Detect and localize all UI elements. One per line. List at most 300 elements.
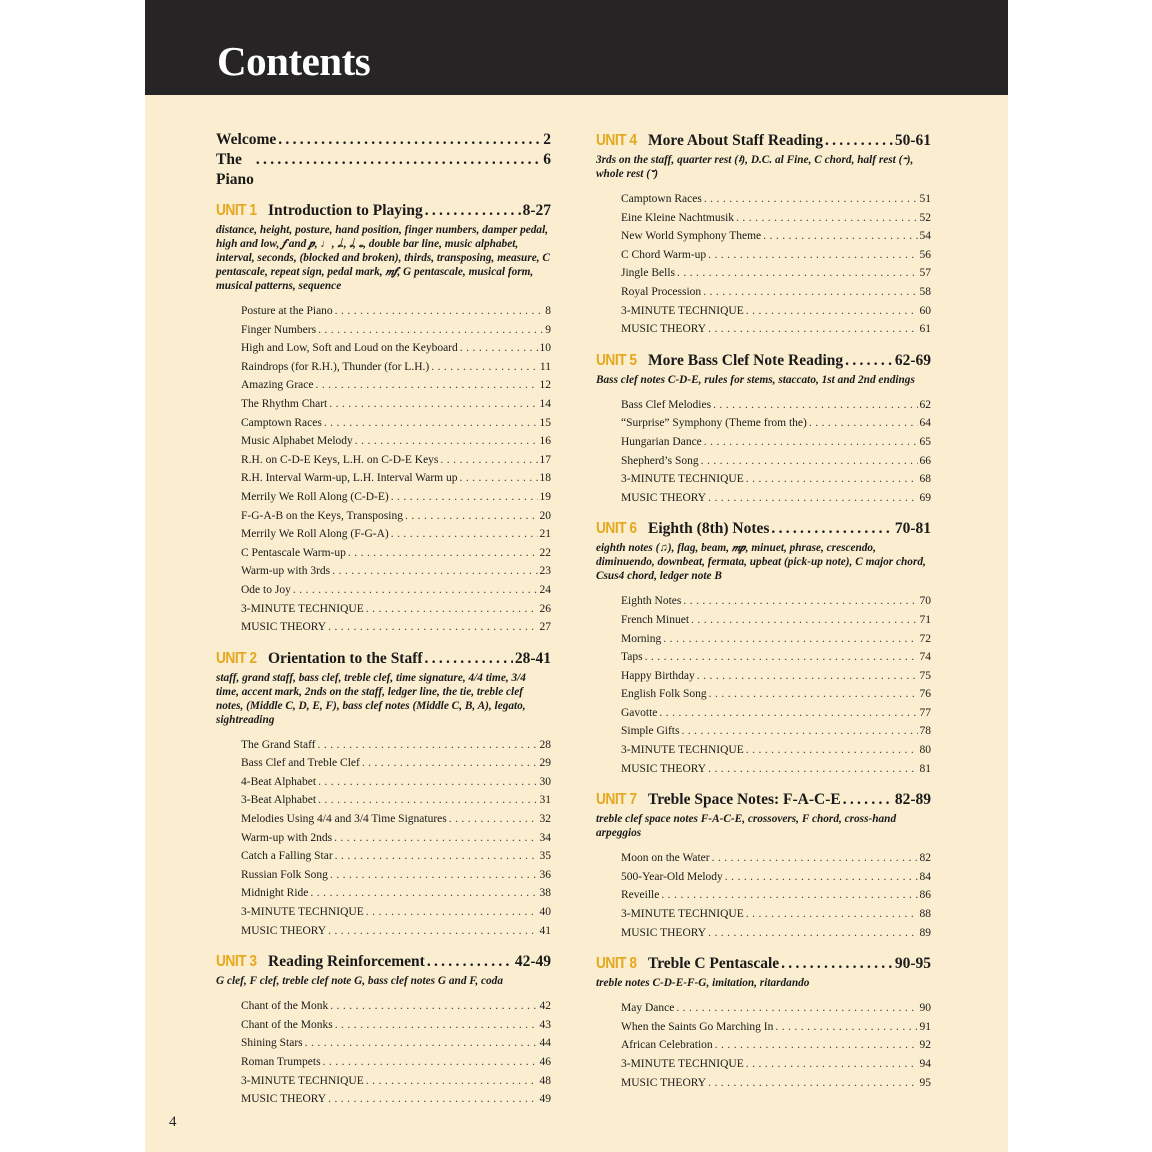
item-label: Warm-up with 3rds	[241, 565, 331, 578]
dot-leader	[355, 432, 538, 451]
item-page: 94	[919, 1058, 931, 1070]
item-page: 48	[539, 1074, 551, 1087]
toc-item	[621, 264, 931, 283]
item-page: 28	[539, 738, 551, 751]
item-label: C Pentascale Warm-up	[241, 546, 346, 559]
unit-item-list	[241, 736, 551, 941]
item-page: 90	[919, 1002, 931, 1015]
toc-entry-the-piano	[216, 150, 551, 190]
item-label: Camptown Races	[241, 416, 322, 429]
toc-item	[241, 581, 551, 600]
item-page: 54	[919, 230, 931, 243]
dot-leader	[704, 433, 918, 452]
entry-pages: 6	[543, 151, 551, 168]
item-page: 81	[919, 762, 931, 775]
unit-title: Reading Reinforcement	[268, 953, 425, 971]
item-label: MUSIC THEORY	[621, 762, 707, 775]
item-label: 3-MINUTE TECHNIQUE	[241, 906, 364, 919]
item-page: 26	[539, 602, 551, 615]
item-page: 64	[919, 417, 931, 430]
item-page: 8	[545, 305, 551, 317]
item-page: 9	[545, 323, 551, 336]
dot-leader	[335, 1016, 538, 1035]
toc-item	[241, 302, 551, 321]
page-title: Contents	[217, 38, 371, 84]
item-page: 36	[539, 868, 551, 881]
dot-leader	[391, 488, 538, 507]
unit-item-list	[241, 997, 551, 1109]
item-page: 49	[539, 1093, 551, 1106]
toc-item	[621, 924, 931, 943]
item-label: 3-Beat Alphabet	[241, 794, 317, 807]
dot-leader	[771, 518, 892, 540]
item-page: 24	[539, 583, 551, 596]
dot-leader	[681, 722, 917, 741]
item-label: MUSIC THEORY	[621, 926, 707, 939]
dot-leader	[659, 704, 917, 723]
item-label: Bass Clef Melodies	[621, 398, 712, 411]
item-label: Catch a Falling Star	[241, 850, 333, 863]
item-label: Shining Stars	[241, 1037, 303, 1050]
item-label: MUSIC THEORY	[241, 1093, 327, 1106]
unit-number: UNIT 5	[596, 351, 637, 369]
toc-item	[241, 1072, 551, 1091]
unit-heading	[596, 518, 931, 540]
dot-leader	[845, 350, 893, 372]
page-number: 4	[169, 1114, 177, 1130]
unit-item-list	[621, 190, 931, 339]
dot-leader	[324, 414, 538, 433]
item-page: 91	[919, 1020, 931, 1033]
toc-item	[241, 997, 551, 1016]
dot-leader	[676, 999, 917, 1018]
toc-item	[621, 704, 931, 723]
item-label: French Minuet	[621, 613, 690, 626]
item-label: Chant of the Monk	[241, 1000, 329, 1013]
dot-leader	[704, 190, 918, 209]
toc-item	[241, 810, 551, 829]
toc-item	[621, 999, 931, 1018]
item-label: Merrily We Roll Along (C-D-E)	[241, 490, 389, 503]
item-page: 89	[919, 926, 931, 939]
dot-leader	[391, 525, 538, 544]
item-label: English Folk Song	[621, 688, 707, 701]
toc-item	[621, 667, 931, 686]
unit-title: More About Staff Reading	[648, 132, 823, 149]
dot-leader	[431, 358, 538, 377]
dot-leader	[709, 685, 918, 704]
item-label: C Chord Warm-up	[621, 248, 707, 261]
unit-description: 3rds on the staff, quarter rest (𝄽), D.C. al Fine, C chord, half rest (𝄼), whole rest (𝄻)	[596, 154, 914, 180]
item-page: 65	[919, 435, 931, 448]
unit-heading	[216, 648, 551, 670]
item-label: R.H. Interval Warm-up, L.H. Interval Warm up	[241, 472, 458, 485]
dot-leader	[781, 953, 893, 975]
item-label: Taps	[621, 651, 643, 664]
item-label: 3-MINUTE TECHNIQUE	[241, 1074, 364, 1087]
item-page: 21	[539, 528, 551, 541]
item-page: 82	[919, 852, 931, 865]
unit-section	[596, 953, 931, 1092]
unit-description: treble notes C-D-E-F-G, imitation, ritardando	[596, 977, 810, 990]
dot-leader	[315, 376, 537, 395]
dot-leader	[328, 922, 537, 941]
toc-item	[241, 829, 551, 848]
item-page: 74	[919, 651, 931, 664]
toc-item	[241, 1016, 551, 1035]
item-page: 16	[539, 435, 551, 448]
dot-leader	[701, 452, 918, 471]
item-page: 20	[539, 509, 551, 522]
dot-leader	[713, 396, 917, 415]
item-label: Music Alphabet Melody	[241, 435, 353, 448]
dot-leader	[736, 209, 917, 228]
item-page: 88	[919, 908, 931, 921]
unit-description: Bass clef notes C-D-E, rules for stems, staccato, 1st and 2nd endings	[596, 373, 915, 386]
toc-item	[621, 246, 931, 265]
unit-section	[596, 789, 931, 942]
item-label: Raindrops (for R.H.), Thunder (for L.H.)	[241, 360, 430, 373]
unit-heading	[216, 951, 551, 973]
dot-leader	[708, 489, 917, 508]
toc-item	[621, 592, 931, 611]
dot-leader	[809, 414, 918, 433]
item-label: Midnight Ride	[241, 887, 309, 900]
item-page: 71	[919, 613, 931, 626]
item-label: Bass Clef and Treble Clef	[241, 757, 360, 770]
dot-leader	[661, 886, 917, 905]
dot-leader	[335, 302, 544, 321]
unit-title: More Bass Clef Note Reading	[648, 351, 844, 369]
toc-item	[241, 469, 551, 488]
item-page: 46	[539, 1056, 551, 1068]
item-label: May Dance	[621, 1002, 675, 1015]
unit-description: treble clef space notes F-A-C-E, crossovers, F chord, cross-hand arpeggios	[596, 813, 897, 840]
dot-leader	[330, 997, 537, 1016]
item-page: 52	[919, 211, 931, 224]
toc-item	[241, 414, 551, 433]
toc-item	[241, 884, 551, 903]
dot-leader	[708, 320, 917, 339]
item-page: 32	[539, 813, 551, 826]
item-page: 75	[919, 669, 931, 682]
item-label: R.H. on C-D-E Keys, L.H. on C-D-E Keys	[241, 453, 439, 466]
item-page: 17	[539, 453, 551, 466]
unit-description: distance, height, posture, hand position, finger numbers, damper pedal, high and low, 𝆑 and 𝆏, ♩, 𝅗𝅥., 𝅗𝅥, 𝅝, double bar line, music alphabet, interval, seconds, (blocked and broken), thirds, transposing, measure, C pentascale, repeat sign, pedal mark, 𝆐𝆑, G pentascale, musical form, musical patterns, sequence	[216, 224, 550, 292]
item-page: 58	[919, 285, 931, 298]
toc-item	[621, 227, 931, 246]
item-label: Roman Trumpets	[241, 1056, 321, 1068]
toc-item	[621, 209, 931, 228]
item-page: 41	[539, 924, 551, 937]
dot-leader	[440, 451, 537, 470]
item-label: 3-MINUTE TECHNIQUE	[621, 1058, 744, 1070]
item-label: Gavotte	[621, 706, 658, 719]
toc-item	[621, 1036, 931, 1055]
dot-leader	[715, 1036, 918, 1055]
unit-title: Eighth (8th) Notes	[648, 520, 770, 538]
item-page: 51	[919, 193, 931, 205]
item-label: Simple Gifts	[621, 725, 680, 738]
item-label: Moon on the Water	[621, 852, 710, 865]
dot-leader	[427, 951, 513, 973]
item-page: 12	[539, 379, 551, 392]
item-page: 15	[539, 416, 551, 429]
unit-item-list	[621, 849, 931, 942]
dot-leader	[746, 470, 918, 489]
unit-section	[596, 130, 931, 339]
unit-title: Treble Space Notes: F-A-C-E	[648, 791, 841, 809]
item-label: Eine Kleine Nachtmusik	[621, 211, 735, 224]
dot-leader	[256, 150, 541, 170]
right-column	[596, 130, 931, 1092]
toc-item	[241, 1034, 551, 1053]
dot-leader	[366, 1072, 538, 1091]
toc-item	[621, 1055, 931, 1074]
unit-number: UNIT 2	[216, 649, 257, 667]
item-page: 60	[919, 304, 931, 317]
item-label: Reveille	[621, 889, 660, 902]
toc-item	[241, 791, 551, 810]
toc-item	[241, 544, 551, 563]
dot-leader	[746, 905, 918, 924]
item-page: 10	[539, 342, 551, 355]
toc-item	[621, 685, 931, 704]
dot-leader	[825, 130, 893, 152]
item-page: 34	[539, 831, 551, 844]
unit-item-list	[241, 302, 551, 637]
toc-item	[241, 451, 551, 470]
dot-leader	[328, 1090, 537, 1109]
toc-item	[621, 849, 931, 868]
dot-leader	[305, 1034, 538, 1053]
item-label: “Surprise” Symphony (Theme from the)	[621, 417, 807, 430]
dot-leader	[725, 868, 918, 887]
toc-item	[621, 489, 931, 508]
toc-item	[621, 414, 931, 433]
item-label: 3-MINUTE TECHNIQUE	[241, 602, 364, 615]
toc-item	[621, 886, 931, 905]
unit-section	[216, 951, 551, 1109]
dot-leader	[763, 227, 917, 246]
toc-item	[241, 507, 551, 526]
item-page: 66	[919, 454, 931, 467]
item-label: Hungarian Dance	[621, 435, 702, 448]
item-label: High and Low, Soft and Loud on the Keyboard	[241, 342, 458, 355]
item-page: 11	[539, 360, 551, 373]
unit-heading	[596, 130, 931, 152]
dot-leader	[843, 789, 893, 811]
toc-item	[621, 452, 931, 471]
dot-leader	[348, 544, 538, 563]
unit-number: UNIT 6	[596, 520, 637, 538]
item-page: 27	[539, 621, 551, 634]
unit-pages: 28-41	[514, 649, 551, 667]
item-label: Finger Numbers	[241, 323, 317, 336]
item-page: 44	[539, 1037, 551, 1050]
toc-item	[241, 488, 551, 507]
item-label: Merrily We Roll Along (F-G-A)	[241, 528, 389, 541]
dot-leader	[323, 1053, 538, 1072]
toc-item	[621, 630, 931, 649]
item-label: African Celebration	[621, 1039, 713, 1052]
unit-heading	[596, 953, 931, 975]
left-column	[216, 130, 551, 1109]
toc-item	[621, 611, 931, 630]
item-label: Royal Procession	[621, 285, 702, 298]
item-page: 92	[919, 1039, 931, 1052]
toc-item	[241, 903, 551, 922]
toc-item	[241, 339, 551, 358]
unit-title: Orientation to the Staff	[268, 649, 423, 667]
unit-item-list	[621, 396, 931, 508]
toc-item	[241, 847, 551, 866]
dot-leader	[449, 810, 538, 829]
item-label: When the Saints Go Marching In	[621, 1020, 774, 1033]
dot-leader	[329, 395, 537, 414]
dot-leader	[366, 903, 538, 922]
item-page: 69	[919, 491, 931, 504]
entry-label: The Piano	[216, 151, 254, 188]
item-label: Morning	[621, 632, 662, 645]
unit-heading	[596, 789, 931, 811]
item-label: Ode to Joy	[241, 583, 291, 596]
unit-title: Treble C Pentascale	[648, 955, 780, 973]
header-bar	[145, 0, 1008, 95]
toc-item	[241, 600, 551, 619]
unit-section	[596, 518, 931, 778]
dot-leader	[677, 264, 918, 283]
item-label: Happy Birthday	[621, 669, 695, 682]
toc-item	[241, 432, 551, 451]
unit-number: UNIT 3	[216, 953, 257, 971]
item-page: 38	[539, 887, 551, 900]
dot-leader	[708, 1074, 917, 1093]
item-label: Melodies Using 4/4 and 3/4 Time Signatures	[241, 813, 447, 826]
unit-number: UNIT 4	[596, 132, 637, 149]
unit-pages: 50-61	[894, 132, 931, 149]
book-page	[145, 0, 1008, 1152]
item-page: 23	[539, 565, 551, 578]
item-label: New World Symphony Theme	[621, 230, 762, 243]
dot-leader	[459, 469, 537, 488]
toc-item	[621, 741, 931, 760]
unit-item-list	[621, 592, 931, 778]
dot-leader	[310, 884, 537, 903]
unit-description: staff, grand staff, bass clef, treble clef, time signature, 4/4 time, 3/4 time, accent mark, 2nds on the staff, ledger line, the tie, treble clef notes, (Middle C, D, E, F), bass clef notes (Middle C, B, A), legato, sightreading	[216, 671, 526, 726]
dot-leader	[746, 302, 918, 321]
dot-leader	[712, 849, 918, 868]
item-page: 57	[919, 267, 931, 280]
toc-item	[621, 905, 931, 924]
item-page: 68	[919, 473, 931, 486]
unit-description: eighth notes (♫), flag, beam, 𝆐𝆏, minuet, phrase, crescendo, diminuendo, downbeat, fermata, upbeat (pick-up note), C major chord, Csus4 chord, ledger note B	[596, 542, 926, 583]
toc-item	[241, 1053, 551, 1072]
dot-leader	[663, 630, 917, 649]
item-label: Warm-up with 2nds	[241, 831, 333, 844]
left-units	[216, 200, 551, 1109]
dot-leader	[775, 1018, 917, 1037]
dot-leader	[708, 924, 917, 943]
dot-leader	[335, 847, 538, 866]
unit-description: G clef, F clef, treble clef note G, bass clef notes G and F, coda	[216, 975, 503, 988]
item-label: 3-MINUTE TECHNIQUE	[621, 908, 744, 921]
item-label: Eighth Notes	[621, 595, 682, 608]
toc-item	[241, 358, 551, 377]
item-page: 29	[539, 757, 551, 770]
toc-item	[621, 433, 931, 452]
unit-section	[216, 648, 551, 941]
item-page: 70	[919, 595, 931, 608]
dot-leader	[460, 339, 538, 358]
toc-item	[241, 1090, 551, 1109]
dot-leader	[691, 611, 917, 630]
unit-pages: 8-27	[522, 202, 551, 219]
item-label: Posture at the Piano	[241, 305, 333, 317]
dot-leader	[425, 648, 513, 670]
dot-leader	[708, 760, 917, 779]
item-page: 22	[539, 546, 551, 559]
toc-item	[241, 395, 551, 414]
toc-item	[621, 396, 931, 415]
toc-item	[621, 722, 931, 741]
toc-entry-welcome	[216, 130, 551, 150]
dot-leader	[293, 581, 538, 600]
dot-leader	[703, 283, 917, 302]
item-label: MUSIC THEORY	[621, 491, 707, 504]
dot-leader	[278, 130, 541, 150]
toc-item	[241, 773, 551, 792]
unit-pages: 62-69	[894, 351, 931, 369]
unit-heading	[216, 200, 551, 222]
dot-leader	[645, 648, 918, 667]
unit-section	[216, 200, 551, 637]
toc-item	[621, 470, 931, 489]
dot-leader	[334, 829, 537, 848]
item-label: 500-Year-Old Melody	[621, 870, 723, 883]
item-label: The Rhythm Chart	[241, 397, 328, 410]
dot-leader	[318, 736, 538, 755]
toc-item	[241, 618, 551, 637]
toc-item	[621, 1018, 931, 1037]
dot-leader	[708, 246, 917, 265]
entry-label: Welcome	[216, 131, 277, 148]
item-page: 56	[919, 248, 931, 261]
unit-pages: 42-49	[514, 953, 551, 971]
dot-leader	[405, 507, 538, 526]
unit-number: UNIT 1	[216, 202, 257, 219]
unit-number: UNIT 7	[596, 791, 637, 809]
dot-leader	[425, 200, 521, 222]
right-units	[596, 130, 931, 1092]
item-label: Amazing Grace	[241, 379, 314, 392]
toc-item	[621, 760, 931, 779]
item-label: MUSIC THEORY	[621, 323, 707, 336]
dot-leader	[362, 754, 538, 773]
item-label: 3-MINUTE TECHNIQUE	[621, 744, 744, 757]
dot-leader	[318, 791, 537, 810]
item-label: Jingle Bells	[621, 267, 675, 280]
unit-number: UNIT 8	[596, 955, 637, 973]
item-page: 86	[919, 889, 931, 902]
item-page: 84	[919, 870, 931, 883]
item-page: 18	[539, 472, 551, 485]
item-page: 78	[919, 725, 931, 738]
item-label: MUSIC THEORY	[241, 924, 327, 937]
toc-item	[621, 283, 931, 302]
item-page: 43	[539, 1018, 551, 1031]
toc-item	[241, 922, 551, 941]
